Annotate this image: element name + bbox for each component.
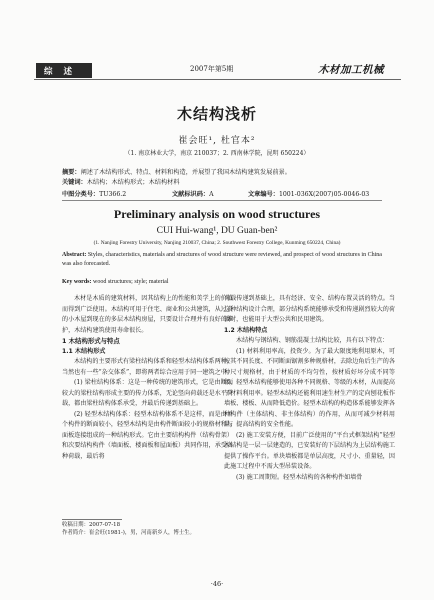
section-heading-1-1: 1.1 木结构形式: [62, 347, 106, 355]
article-label: 文章编号：: [248, 191, 279, 198]
footnote-author: 作者简介：崔会旺(1981-)，男，河南新乡人，博士生。: [62, 530, 195, 536]
keywords-en-text: wood structures; style; material: [93, 279, 169, 285]
meta-divider: [62, 200, 382, 201]
journal-name: 木材加工机械: [318, 64, 384, 76]
article-value: 1001-036X(2007)05-0046-03: [278, 191, 370, 198]
keywords-en-label: Key words:: [62, 279, 92, 285]
section-heading-1-2: 1.2 木结构特点: [224, 326, 268, 334]
keywords-en: [62, 279, 384, 285]
paragraph: 荷载传递到基础上，具有经济、安全、结构布置灵活的特点。当这种结构设计合理，部分结构系统能够承受和传递剧烈较大的荷载时，也能用于大型公共和民用建筑。: [224, 295, 395, 323]
issue-label: 2007年第5期: [190, 65, 234, 73]
paragraph: (1) 梁柱结构体系：这是一种传统的建筑形式，它是由断面较大的梁柱结构形成主要的传力体系，无论竖向荷载还是水平荷载，都由梁柱结构体系承受，并最后传递到基础上。: [62, 379, 233, 407]
authors-cn: 崔会旺¹, 杜官本²: [178, 136, 256, 146]
body-column-right: [224, 294, 395, 483]
affiliation-cn: （1. 南京林业大学，南京 210037；2. 西南林学院，昆明 650224）: [124, 150, 310, 157]
abstract-cn: [62, 168, 291, 177]
section-heading-1: 1 木结构形式与特点: [62, 337, 120, 345]
abstract-cn-text: 阐述了木结构形式、特点、材料和构造，并展望了我国木结构建筑发展前景。: [80, 169, 291, 176]
paragraph: 木结构的主要形式有梁柱结构体系和轻型木结构体系两种，当然也有一些“杂交体系”，即将两者综合应用于同一建筑之中。: [62, 358, 233, 376]
section-label: 综 述: [44, 66, 76, 77]
keywords-cn-text: 木结构；木结构形式；木结构材料: [86, 179, 180, 186]
document-code: [172, 189, 214, 198]
clc-number: [62, 189, 126, 198]
paper-title-cn: 木结构浅析: [176, 105, 257, 123]
running-header: [0, 57, 434, 81]
header-divider: [34, 79, 401, 80]
keywords-cn: [62, 178, 180, 187]
abstract-en: [62, 251, 384, 269]
authors-en: CUI Hui-wang¹, DU Guan-ben²: [156, 226, 278, 236]
doc-label: 文献标识码：: [172, 191, 210, 198]
abstract-en-text: Styles, characteristics, materials and structures of wood structure were reviewed, and prospect of wood structures in China was also forecasted.: [62, 252, 382, 267]
body-column-left: [62, 294, 233, 462]
article-number: [248, 189, 369, 198]
paragraph: 木结构与钢结构、钢筋混凝土结构比较，具有以下特点：: [236, 337, 389, 344]
clc-value: TU366.2: [99, 191, 127, 198]
abstract-cn-label: 摘要：: [62, 169, 81, 176]
doc-value: A: [209, 191, 214, 198]
keywords-cn-label: 关键词：: [62, 179, 87, 186]
section-tag: [36, 63, 92, 78]
paragraph: (3) 施工周期短。轻型木结构的各种构件如墙骨: [236, 473, 363, 481]
paragraph: (1) 材料利用率高，投资少。为了最大限度地利用原木，可按其不同长度、不同断面锯割多种规格材，去除边角后生产的各种尺寸规格材，由于材质的不均匀性，按材质好坏分成不同等级，轻型木结构能够使用各种不同规格、等级的木材，从而提高了材料利用率。轻型木结构还能利用速生材生产的定向刨花板作墙板、楼板、从而降低造价。轻型木结构的构造体系能够发挥各种构件（主体结构、非主体结构）的作用，从而可减少材料用量，提高结构的安全性能。: [224, 347, 395, 428]
paragraph: (2) 轻型木结构体系：轻型木结构体系不是这样，而是由单个构件的断面较小，轻型木结构是由构件断面较小的规格材和与面板连接组成的一种结构形式。它由主要结构构件（结构骨架）和次要结构构件（墙面板、楼面板和屋面板）共同作用，承受各种荷载，最后将: [62, 410, 233, 460]
paragraph: (2) 施工安装方便，目前广泛使用的“平台式框架结构”轻型木结构是一层一层建造的，已安装好的下层结构为上层结构施工提供了操作平台。单块墙板都是单层高度，尺寸小、重量轻，因此施工过程中不需大型吊装设备。: [224, 431, 395, 470]
abstract-en-label: Abstract:: [62, 252, 87, 258]
intro-paragraph: 木材是木质的建筑材料，因其结构上的性能和美学上的价值而得到广泛使用。木结构可用于住宅、商业和公共建筑，从过去的小木屋到现在的多层木结构房屋，只要设计合理并有良好的维护，木结构建筑使用寿命很长。: [62, 295, 233, 334]
paper-title-en: Preliminary analysis on wood structures: [113, 207, 321, 221]
footnote-received: 收稿日期：2007-07-18: [62, 522, 121, 528]
footnote-divider: [62, 519, 122, 520]
page-number: ·46·: [210, 580, 224, 588]
clc-label: 中图分类号：: [62, 191, 100, 198]
affiliation-en: (1. Nanjing Forestry University, Nanjing 210037, China; 2. Southwest Forestry College, Kunming 650224, China): [93, 240, 341, 246]
